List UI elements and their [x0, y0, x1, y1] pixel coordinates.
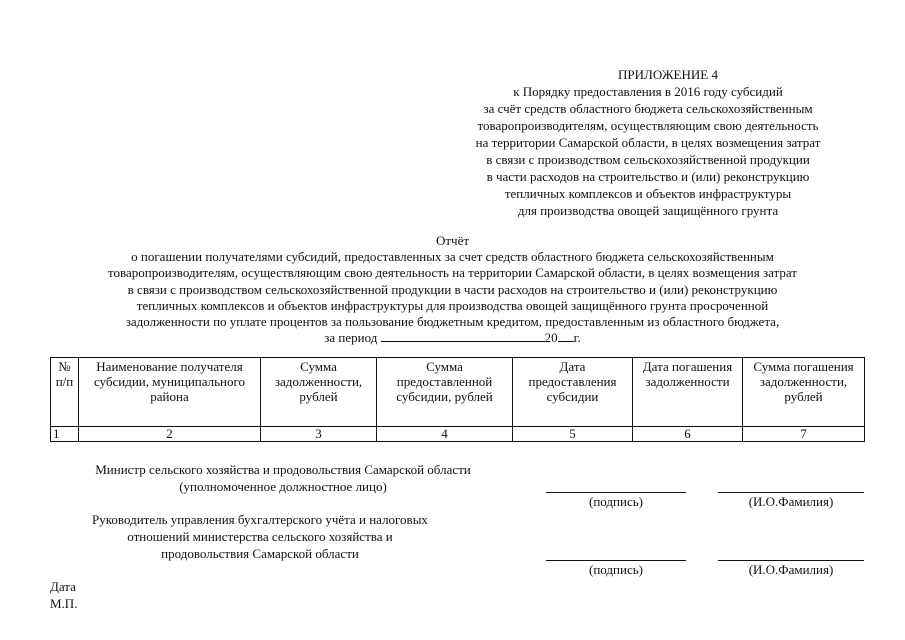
appendix-line: тепличных комплексов и объектов инфраструктуры [504, 186, 792, 201]
minister-signature-line [546, 492, 686, 493]
column-number-cell: 6 [633, 427, 743, 442]
minister-signature-caption: (подпись) [589, 494, 643, 509]
header-number: № п/п [51, 358, 79, 427]
report-title-block [40, 233, 865, 346]
report-line: в связи с производством сельскохозяйственной продукции в части расходов на строительство и (или) реконструкцию [127, 281, 778, 297]
year-suffix: г. [573, 330, 581, 346]
date-label: Дата [50, 579, 76, 594]
head-signature-block [60, 511, 460, 562]
report-line: товаропроизводителям, осуществляющим свою деятельность на территории Самарской области, в целях возмещения затрат [108, 265, 797, 281]
footer-block [50, 578, 77, 612]
column-number-cell: 3 [261, 427, 377, 442]
header-subsidy-date: Дата предоставления субсидии [513, 358, 633, 427]
appendix-title: ПРИЛОЖЕНИЕ 4 [618, 67, 718, 82]
column-number-cell: 2 [79, 427, 261, 442]
header-recipient: Наименование получателя субсидии, муниципального района [79, 358, 261, 427]
year-blank [558, 330, 574, 342]
period-blank [381, 330, 545, 342]
appendix-line: для производства овощей защищённого грунта [517, 203, 779, 218]
column-number-cell: 4 [377, 427, 513, 442]
report-period-line [40, 330, 865, 346]
column-number-cell: 7 [743, 427, 865, 442]
head-title-line: Руководитель управления бухгалтерского учёта и налоговых [92, 512, 428, 527]
minister-signature-block [60, 461, 506, 495]
minister-subtitle: (уполномоченное должностное лицо) [179, 479, 387, 494]
column-number-cell: 5 [513, 427, 633, 442]
minister-name-caption: (И.О.Фамилия) [748, 494, 834, 509]
report-heading: Отчёт [435, 233, 470, 248]
head-signature-line [546, 560, 686, 561]
report-line: тепличных комплексов и объектов инфраструктуры для производства овощей защищённого грунта просроченной [136, 297, 769, 313]
column-number-cell: 1 [51, 427, 79, 442]
period-label: за период [324, 330, 378, 346]
minister-title: Министр сельского хозяйства и продовольствия Самарской области [95, 462, 471, 477]
header-subsidy-amount: Сумма предоставленной субсидии, рублей [377, 358, 513, 427]
head-name-line [718, 560, 864, 561]
appendix-header [440, 66, 856, 219]
header-repayment-amount: Сумма погашения задолженности, рублей [743, 358, 865, 427]
table-header-row [51, 358, 865, 427]
header-repayment-date: Дата погашения задолженности [633, 358, 743, 427]
appendix-line: в части расходов на строительство и (или) реконструкцию [486, 169, 810, 184]
head-name-caption: (И.О.Фамилия) [748, 562, 834, 577]
header-debt-amount: Сумма задолженности, рублей [261, 358, 377, 427]
report-table [50, 357, 865, 442]
year-prefix: 20 [544, 330, 558, 346]
head-title-line: отношений министерства сельского хозяйства и [127, 529, 393, 544]
appendix-line: товаропроизводителям, осуществляющим свою деятельность [477, 118, 819, 133]
table-number-row [51, 427, 865, 442]
appendix-line: в связи с производством сельскохозяйственной продукции [486, 152, 810, 167]
report-line: задолженности по уплате процентов за пользование бюджетным кредитом, предоставленным из областного бюджета, [125, 314, 780, 330]
head-title-line: продовольствия Самарской области [161, 546, 359, 561]
appendix-line: за счёт средств областного бюджета сельскохозяйственным [483, 101, 813, 116]
head-signature-caption: (подпись) [589, 562, 643, 577]
report-line: о погашении получателями субсидий, предоставленных за счет средств областного бюджета сельскохозяйственным [131, 249, 774, 265]
minister-name-line [718, 492, 864, 493]
stamp-label: М.П. [50, 596, 78, 611]
appendix-line: на территории Самарской области, в целях возмещения затрат [475, 135, 821, 150]
appendix-line: к Порядку предоставления в 2016 году субсидий [513, 84, 783, 99]
